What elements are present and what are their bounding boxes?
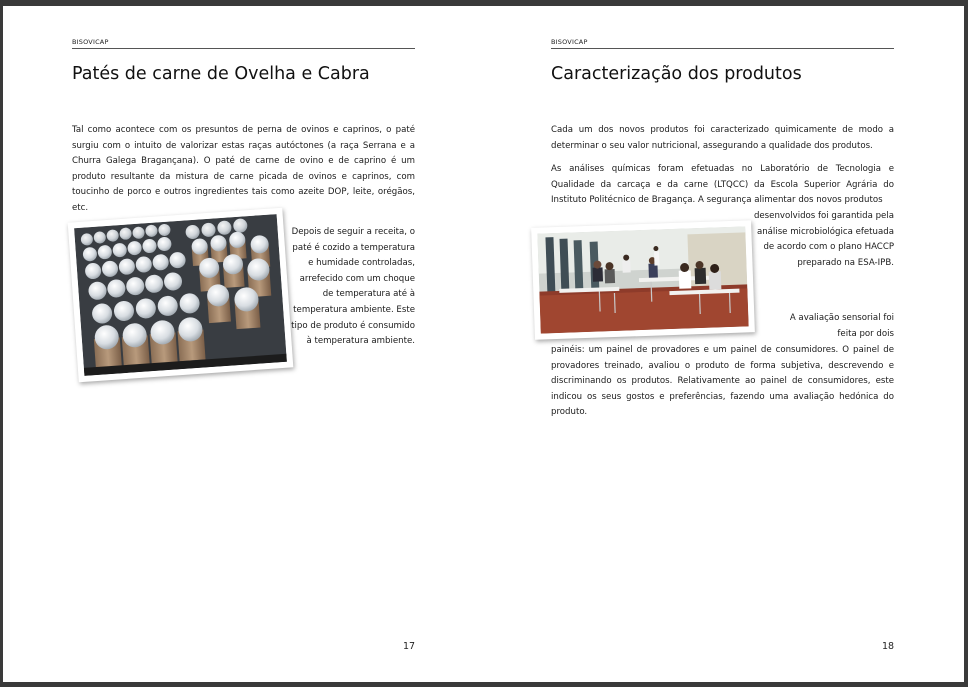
running-head: BISOVICAP bbox=[72, 38, 415, 49]
paragraph-analyses: As análises químicas foram efetuadas no Laboratório de Tecnologia e Qualidade da carcaça e da carne (LTQCC) da Escola Superior Agrária do Instituto Politécnico de Bragança. A segurança alimentar dos novos produtos bbox=[551, 164, 894, 206]
running-head: BISOVICAP bbox=[551, 38, 894, 49]
page-number: 18 bbox=[882, 641, 895, 652]
document-spread bbox=[3, 6, 964, 682]
page-title: Caracterização dos produtos bbox=[551, 64, 802, 84]
lab-room-image bbox=[537, 226, 748, 333]
side-paragraph: Depois de seguir a receita, o paté é cozido a temperatura e humidade controladas, arrefecido com um choque de temperatura até à temperatura ambiente. Este tipo de produto é consumido à temperatura ambiente. bbox=[291, 227, 415, 347]
page-number: 17 bbox=[403, 641, 416, 652]
paragraph-sensory: painéis: um painel de provadores e um painel de consumidores. O painel de provadores treinado, avaliou o produto de forma subjetiva, descrevendo e discriminando os produtos. Relativamente ao painel de consumidores, este indicou os seus gostos e preferências, fazendo uma avaliação hedónica do produto. bbox=[551, 345, 894, 418]
sensory-lab-photo bbox=[531, 220, 755, 340]
page-title: Patés de carne de Ovelha e Cabra bbox=[72, 64, 370, 84]
left-page bbox=[3, 6, 483, 682]
paragraph-microbiology: desenvolvidos foi garantida pela análise microbiológica efetuada de acordo com o plano HACCP preparado na ESA-IPB. bbox=[753, 211, 894, 268]
pate-jars-image bbox=[74, 214, 287, 376]
paragraph-sensory-start: A avaliação sensorial foi feita por dois bbox=[789, 313, 894, 339]
pate-jars-photo bbox=[68, 208, 294, 383]
paragraph-characterization: Cada um dos novos produtos foi caracterizado quimicamente de modo a determinar o seu valor nutricional, assegurando a qualidade dos produtos. bbox=[551, 125, 894, 151]
intro-paragraph: Tal como acontece com os presuntos de perna de ovinos e caprinos, o paté surgiu com o intuito de valorizar estas raças autóctones (a raça Serrana e a Churra Galega Bragançana). O paté de carne de ovino e de caprino é um produto resultante da mistura de carne picada de ovinos e caprinos, com toucinho de porco e outros ingredientes tais como azeite DOP, leite, orégãos, etc. bbox=[72, 125, 415, 213]
right-page bbox=[483, 6, 963, 682]
